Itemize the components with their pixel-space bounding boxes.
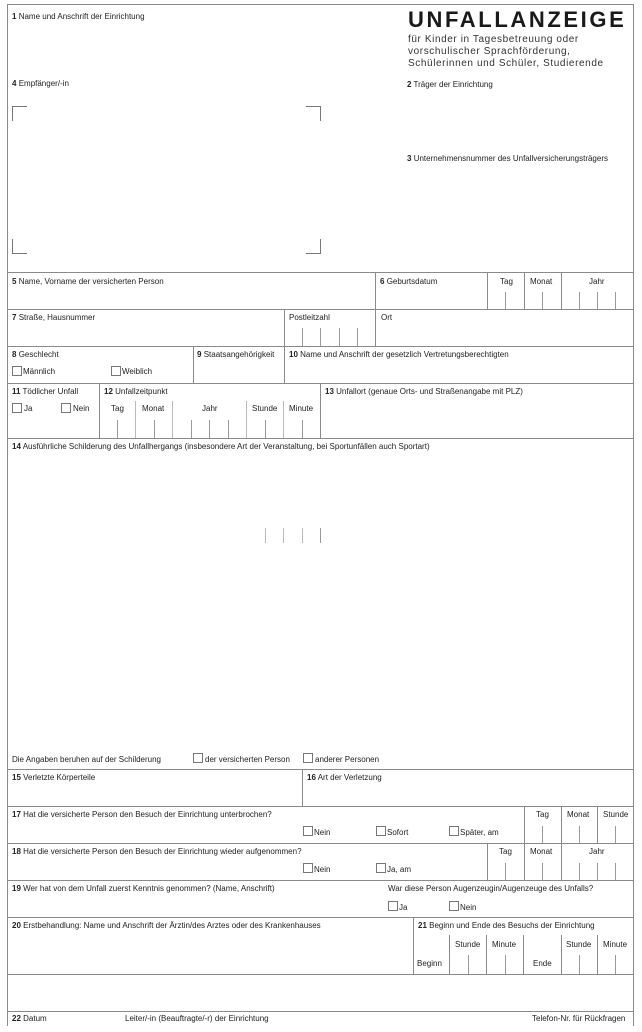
birthdate-tick [505, 292, 506, 309]
accident-time-tick [117, 420, 118, 438]
field-22-number: 22 [12, 1014, 21, 1023]
field-1-number: 1 [12, 12, 17, 21]
field-13-number: 13 [325, 387, 334, 396]
checkbox-resumed-no-label: Nein [314, 865, 331, 874]
accident-time-separator [135, 401, 136, 438]
resumed-day-label: Tag [499, 847, 512, 856]
form-subtitle-line-1: für Kinder in Tagesbetreuung oder [408, 34, 579, 45]
field-8-text: Geschlecht [18, 350, 59, 359]
field-18-number: 18 [12, 847, 21, 856]
callback-phone-label[interactable]: Telefon-Nr. für Rückfragen [532, 1014, 626, 1023]
frame-left [7, 4, 8, 1026]
field-18-label [12, 847, 302, 857]
description-basis-label: Die Angaben beruhen auf der Schilderung [12, 755, 161, 764]
field-9-text: Staatsangehörigkeit [203, 350, 275, 359]
divider-21-end [523, 935, 524, 974]
interrupted-tick [579, 826, 580, 843]
field-16-number: 16 [307, 773, 316, 782]
birthdate-month-label: Monat [530, 277, 553, 286]
address-window-corner-bl [12, 239, 27, 254]
checkbox-basis-insured-label: der versicherten Person [205, 755, 290, 764]
accident-time-separator [172, 401, 173, 438]
field-13-label[interactable] [325, 387, 523, 397]
field-20-number: 20 [12, 921, 21, 930]
field-19-text: Wer hat von dem Unfall zuerst Kenntnis genommen? (Name, Anschrift) [23, 884, 275, 893]
divider-plz-ort [375, 309, 376, 346]
field-7-number: 7 [12, 313, 17, 322]
checkbox-interrupted-no[interactable] [303, 826, 313, 836]
field-3-label[interactable] [407, 154, 608, 164]
postal-code-label[interactable]: Postleitzahl [289, 313, 330, 322]
city-label[interactable]: Ort [381, 313, 393, 322]
field-6-number: 6 [380, 277, 385, 286]
checkbox-fatal-yes-label: Ja [24, 404, 33, 413]
field-20-label[interactable] [12, 921, 321, 931]
checkbox-fatal-yes[interactable] [12, 403, 22, 413]
divider-18-jahr [561, 843, 562, 880]
field-5-label[interactable] [12, 277, 164, 287]
field-21-text: Beginn und Ende des Besuchs der Einrichtung [429, 921, 595, 930]
visit-time-tick [505, 955, 506, 974]
accident-time-tick [154, 420, 155, 438]
frame-right [633, 4, 634, 1026]
description-tick [302, 528, 303, 543]
accident-minute-label: Minute [289, 404, 314, 413]
divider-row-8 [7, 346, 633, 347]
field-17-text: Hat die versicherte Person den Besuch der Einrichtung unterbrochen? [23, 810, 272, 819]
eyewitness-question: War diese Person Augenzeugin/Augenzeuge des Unfalls? [388, 884, 594, 893]
visit-end-hour-label: Stunde [566, 940, 592, 949]
checkbox-resumed-yes-label: Ja, am [387, 865, 412, 874]
address-window-corner-tr [306, 106, 321, 121]
visit-time-tick [468, 955, 469, 974]
postal-code-tick [302, 328, 303, 346]
field-10-label[interactable] [289, 350, 509, 360]
form-subtitle-line-2: vorschulischer Sprachförderung, [408, 46, 571, 57]
divider-signature-top [7, 974, 633, 975]
divider-17-stunde [597, 806, 598, 843]
field-7-text: Straße, Hausnummer [18, 313, 96, 322]
description-tick [265, 528, 266, 543]
checkbox-female[interactable] [111, 366, 121, 376]
field-17-number: 17 [12, 810, 21, 819]
checkbox-eyewitness-yes-label: Ja [399, 903, 408, 912]
description-tick [283, 528, 284, 543]
divider-17-monat [561, 806, 562, 843]
resumed-year-label: Jahr [589, 847, 605, 856]
divider-row-22 [7, 1011, 633, 1012]
divider-row-20 [7, 917, 633, 918]
visit-start-label: Beginn [417, 959, 442, 968]
frame-top [7, 4, 633, 5]
checkbox-resumed-yes[interactable] [376, 863, 386, 873]
checkbox-interrupted-immediately[interactable] [376, 826, 386, 836]
accident-time-tick [265, 420, 266, 438]
visit-time-tick [579, 955, 580, 974]
divider-row-14 [7, 438, 633, 439]
field-20-text: Erstbehandlung: Name und Anschrift der Ärztin/des Arztes oder des Krankenhauses [23, 921, 321, 930]
field-16-text: Art der Verletzung [317, 773, 382, 782]
checkbox-female-label: Weiblich [122, 367, 153, 376]
divider-9-10 [284, 346, 285, 383]
accident-day-label: Tag [111, 404, 124, 413]
divider-18-monat [524, 843, 525, 880]
birthdate-day-label: Tag [500, 277, 513, 286]
accident-time-separator [246, 401, 247, 438]
field-10-number: 10 [289, 350, 298, 359]
checkbox-eyewitness-yes[interactable] [388, 901, 398, 911]
interrupted-month-label: Monat [567, 810, 590, 819]
field-18-text: Hat die versicherte Person den Besuch der Einrichtung wieder aufgenommen? [23, 847, 302, 856]
field-13-text: Unfallort (genaue Orts- und Straßenangabe mit PLZ) [336, 387, 523, 396]
checkbox-interrupted-later-label: Später, am [460, 828, 499, 837]
field-2-label[interactable] [407, 80, 493, 90]
field-15-number: 15 [12, 773, 21, 782]
visit-start-minute-label: Minute [492, 940, 517, 949]
birthdate-tick [542, 292, 543, 309]
accident-month-label: Monat [142, 404, 165, 413]
field-14-text: Ausführliche Schilderung des Unfallhergangs (insbesondere Art der Veranstaltung, bei Sportunfällen auch Sportart) [22, 442, 430, 451]
checkbox-fatal-no-label: Nein [73, 404, 90, 413]
field-4-number: 4 [12, 79, 17, 88]
divider-11-12 [99, 383, 100, 438]
field-11-label [12, 387, 78, 397]
interrupted-tick [542, 826, 543, 843]
field-12-label [104, 387, 168, 397]
visit-end-label: Ende [533, 959, 552, 968]
interrupted-day-label: Tag [536, 810, 549, 819]
field-2-text: Träger der Einrichtung [413, 80, 493, 89]
accident-time-tick [228, 420, 229, 438]
divider-20-21 [413, 917, 414, 974]
divider-21-end-minute [597, 935, 598, 974]
checkbox-basis-insured[interactable] [193, 753, 203, 763]
checkbox-eyewitness-no[interactable] [449, 901, 459, 911]
checkbox-male-label: Männlich [23, 367, 56, 376]
field-14-label[interactable] [12, 442, 430, 452]
divider-row-5 [7, 272, 633, 273]
checkbox-fatal-no[interactable] [61, 403, 71, 413]
accident-year-label: Jahr [202, 404, 218, 413]
field-21-number: 21 [418, 921, 427, 930]
field-9-label[interactable] [197, 350, 274, 360]
field-4-label[interactable] [12, 79, 69, 89]
field-3-number: 3 [407, 154, 412, 163]
divider-12-13 [320, 383, 321, 438]
divider-5-6 [375, 272, 376, 309]
resumed-tick [615, 863, 616, 880]
field-5-number: 5 [12, 277, 17, 286]
divider-21-start [449, 935, 450, 974]
field-5-text: Name, Vorname der versicherten Person [18, 277, 164, 286]
accident-time-separator [283, 401, 284, 438]
description-tick [320, 528, 321, 543]
field-19-number: 19 [12, 884, 21, 893]
field-8-label [12, 350, 59, 360]
field-9-number: 9 [197, 350, 202, 359]
address-window-corner-br [306, 239, 321, 254]
birthdate-year-label: Jahr [589, 277, 605, 286]
resumed-tick [505, 863, 506, 880]
checkbox-male[interactable] [12, 366, 22, 376]
field-1-label[interactable] [12, 12, 145, 22]
field-8-number: 8 [12, 350, 17, 359]
field-4-text: Empfänger/-in [18, 79, 69, 88]
divider-21-end-hour [561, 935, 562, 974]
divider-6-tag [487, 272, 488, 309]
divider-15-16 [302, 769, 303, 806]
resumed-tick [579, 863, 580, 880]
accident-time-tick [302, 420, 303, 438]
divider-21-start-minute [486, 935, 487, 974]
divider-6-jahr [561, 272, 562, 309]
divider-18-tag [487, 843, 488, 880]
field-3-text: Unternehmensnummer des Unfallversicherungsträgers [413, 154, 608, 163]
address-window-corner-tl [12, 106, 27, 121]
field-15-label[interactable] [12, 773, 95, 783]
checkbox-interrupted-no-label: Nein [314, 828, 331, 837]
field-11-text: Tödlicher Unfall [22, 387, 79, 396]
checkbox-resumed-no[interactable] [303, 863, 313, 873]
field-21-label [418, 921, 595, 931]
field-16-label[interactable] [307, 773, 382, 783]
divider-row-7 [7, 309, 633, 310]
postal-code-tick [357, 328, 358, 346]
divider-row-19 [7, 880, 633, 881]
field-22-text: Datum [23, 1014, 47, 1023]
visit-start-hour-label: Stunde [455, 940, 481, 949]
field-17-label [12, 810, 272, 820]
divider-row-18 [7, 843, 633, 844]
field-15-text: Verletzte Körperteile [23, 773, 96, 782]
divider-6-monat [524, 272, 525, 309]
field-6-label[interactable] [380, 277, 437, 287]
checkbox-basis-others-label: anderer Personen [315, 755, 380, 764]
resumed-month-label: Monat [530, 847, 553, 856]
field-6-text: Geburtsdatum [386, 277, 438, 286]
resumed-tick [542, 863, 543, 880]
visit-time-tick [615, 955, 616, 974]
form-title: UNFALLANZEIGE [408, 7, 627, 32]
interrupted-hour-label: Stunde [603, 810, 629, 819]
checkbox-basis-others[interactable] [303, 753, 313, 763]
checkbox-interrupted-immediately-label: Sofort [387, 828, 409, 837]
divider-8-9 [193, 346, 194, 383]
divider-7-plz [284, 309, 285, 346]
field-10-text: Name und Anschrift der gesetzlich Vertretungsberechtigten [300, 350, 509, 359]
checkbox-interrupted-later[interactable] [449, 826, 459, 836]
field-14-number: 14 [12, 442, 21, 451]
birthdate-tick [597, 292, 598, 309]
field-22-label[interactable] [12, 1014, 47, 1024]
field-7-label[interactable] [12, 313, 95, 323]
divider-17-tag [524, 806, 525, 843]
interrupted-tick [615, 826, 616, 843]
field-12-text: Unfallzeitpunkt [115, 387, 168, 396]
accident-time-tick [209, 420, 210, 438]
accident-time-tick [191, 420, 192, 438]
postal-code-tick [320, 328, 321, 346]
field-2-number: 2 [407, 80, 412, 89]
checkbox-eyewitness-no-label: Nein [460, 903, 477, 912]
accident-hour-label: Stunde [252, 404, 278, 413]
visit-end-minute-label: Minute [603, 940, 628, 949]
field-12-number: 12 [104, 387, 113, 396]
divider-row-15 [7, 769, 633, 770]
field-11-number: 11 [12, 387, 21, 396]
form-subtitle-line-3: Schülerinnen und Schüler, Studierende [408, 58, 604, 69]
birthdate-tick [579, 292, 580, 309]
resumed-tick [597, 863, 598, 880]
director-signature-label[interactable]: Leiter/-in (Beauftragte/-r) der Einrichtung [125, 1014, 269, 1023]
postal-code-tick [339, 328, 340, 346]
field-19-label[interactable] [12, 884, 275, 894]
field-1-text: Name und Anschrift der Einrichtung [18, 12, 145, 21]
divider-row-17 [7, 806, 633, 807]
birthdate-tick [615, 292, 616, 309]
